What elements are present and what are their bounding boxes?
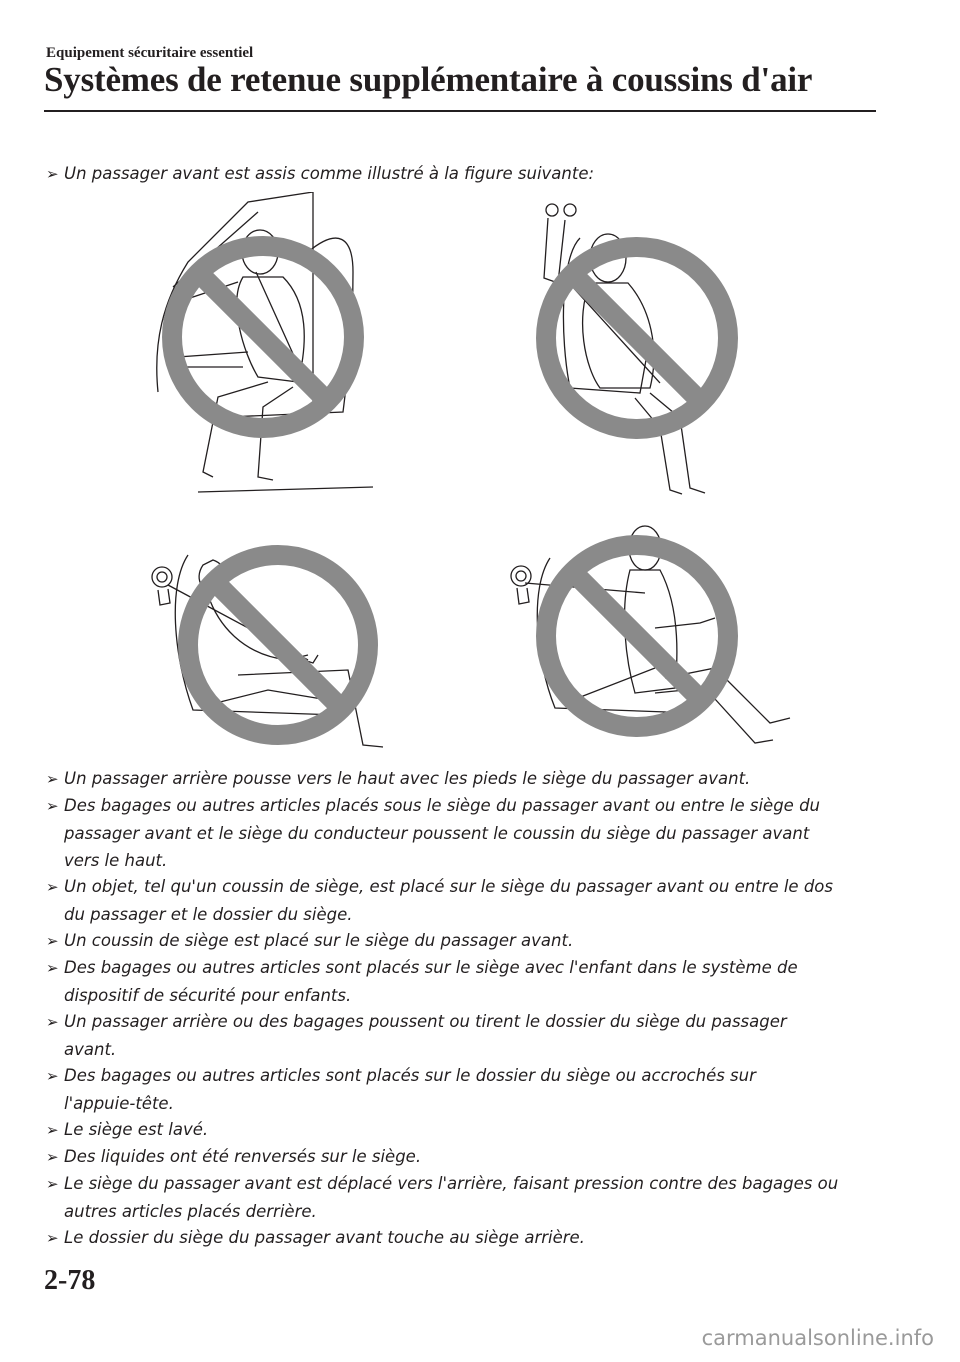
page-number: 2-78 — [44, 1265, 96, 1296]
bullet-item: ➢ Des bagages ou autres articles sont placés sur le dossier du siège ou accrochés sur l'appuie-tête. — [46, 1062, 756, 1117]
page-title: Systèmes de retenue supplémentaire à coussins d'air — [44, 60, 813, 99]
section-label: Equipement sécuritaire essentiel — [46, 45, 254, 61]
illustration-legs-extended — [505, 518, 805, 753]
figure-legs-extended — [505, 518, 805, 753]
bullet-arrow-icon: ➢ — [46, 1148, 59, 1166]
illustration-leaning-door — [148, 192, 378, 497]
bullet-item: ➢ Un passager arrière ou des bagages poussent ou tirent le dossier du siège du passager avant. — [46, 1008, 787, 1063]
bullet-item: ➢ Un objet, tel qu'un coussin de siège, est placé sur le siège du passager avant ou entre le dos du passager et le dossier du siège. — [46, 873, 833, 928]
figure-arm-raised — [530, 198, 750, 503]
figure-leaning-door — [148, 192, 378, 497]
prohibition-sign-icon — [546, 545, 728, 727]
bullet-arrow-icon: ➢ — [46, 878, 59, 896]
bullet-arrow-icon: ➢ — [46, 959, 59, 977]
bullet-arrow-icon: ➢ — [46, 1175, 59, 1193]
bullet-item: ➢ Le siège du passager avant est déplacé vers l'arrière, faisant pression contre des bagages ou autres articles placés derrière. — [46, 1170, 838, 1225]
bullet-item: ➢ Des bagages ou autres articles sont placés sur le siège avec l'enfant dans le système de dispositif de sécurité pour enfants. — [46, 954, 798, 1009]
bullet-item: ➢ Un coussin de siège est placé sur le siège du passager avant. — [46, 927, 573, 955]
bullet-arrow-icon: ➢ — [46, 932, 59, 950]
bullet-arrow-icon: ➢ — [46, 1013, 59, 1031]
prohibition-sign-icon — [188, 555, 368, 735]
bullet-item: ➢ Des liquides ont été renversés sur le siège. — [46, 1143, 421, 1171]
figure-leaning-forward — [148, 535, 398, 760]
bullet-item: ➢ Des bagages ou autres articles placés sous le siège du passager avant ou entre le siège du passager avant et le siège du conducteur poussent le coussin du siège du passager avant vers le haut. — [46, 792, 820, 874]
bullet-arrow-icon: ➢ — [46, 770, 59, 788]
bullet-arrow-icon: ➢ — [46, 1067, 59, 1085]
bullet-arrow-icon: ➢ — [46, 1229, 59, 1247]
bullet-item: ➢ Le dossier du siège du passager avant touche au siège arrière. — [46, 1224, 585, 1252]
title-rule — [44, 110, 876, 112]
illustration-leaning-forward — [148, 535, 398, 760]
intro-text: Un passager avant est assis comme illustré à la figure suivante: — [64, 164, 595, 183]
bullet-arrow-icon: ➢ — [46, 797, 59, 815]
bullet-item: ➢ Le siège est lavé. — [46, 1116, 208, 1144]
prohibition-sign-icon — [546, 247, 728, 429]
intro-bullet — [46, 160, 594, 188]
watermark: carmanualsonline.info — [701, 1326, 934, 1350]
illustration-arm-raised — [530, 198, 750, 503]
bullet-item: ➢ Un passager arrière pousse vers le haut avec les pieds le siège du passager avant. — [46, 765, 750, 793]
bullet-arrow-icon: ➢ — [46, 165, 59, 183]
bullet-arrow-icon: ➢ — [46, 1121, 59, 1139]
